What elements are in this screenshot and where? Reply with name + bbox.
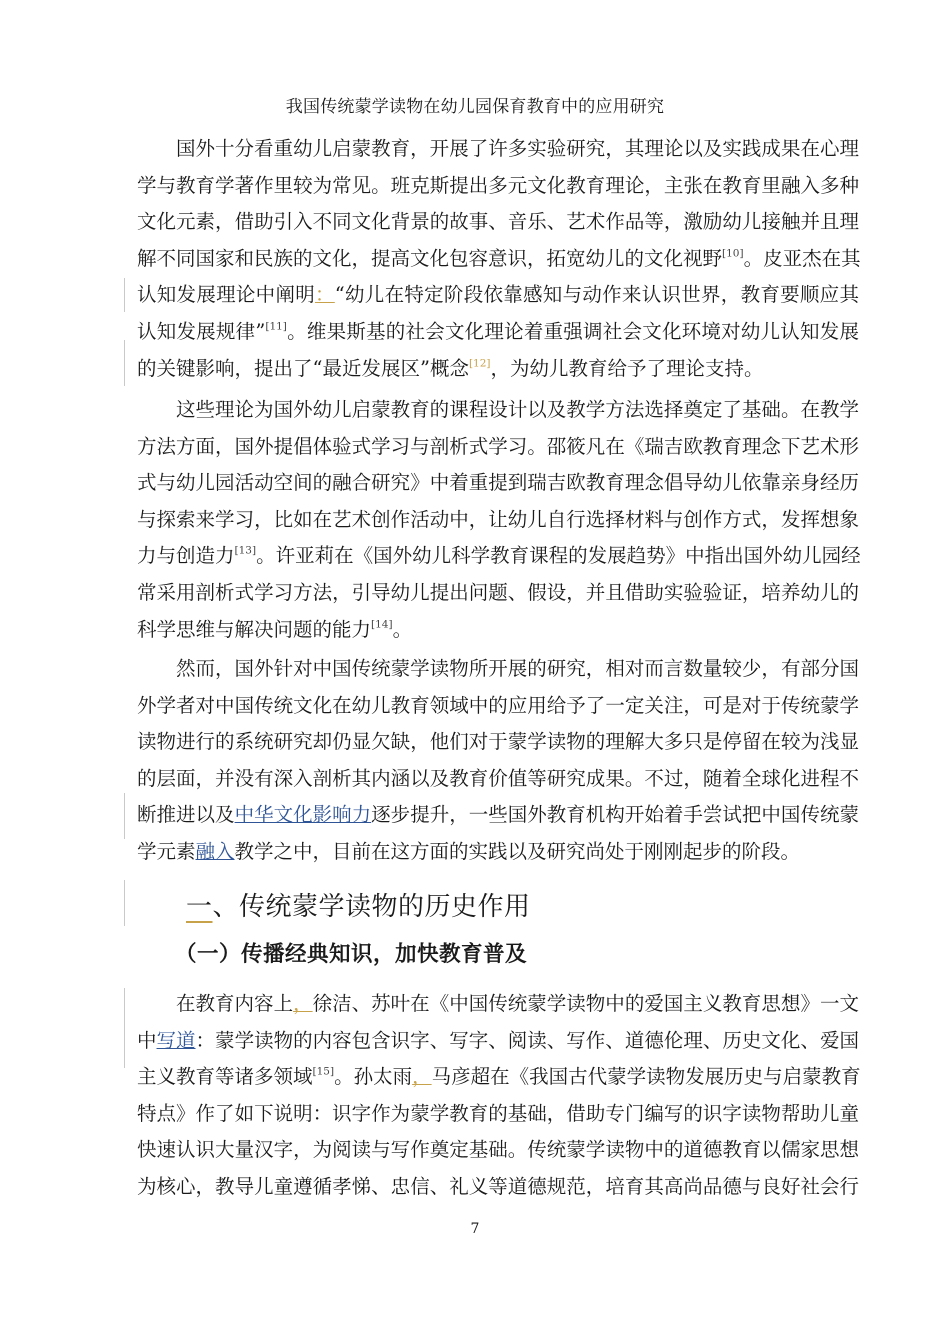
text-line: 快速认识大量汉字，为阅读与写作奠定基础。传统蒙学读物中的道德教育以儒家思想 [137,1138,859,1162]
text-run: 。皮亚杰在其 [743,246,861,270]
text-line: 这些理论为国外幼儿启蒙教育的课程设计以及教学方法选择奠定了基础。在教学 [176,398,859,421]
text-line [137,351,859,388]
text-line: 国外十分看重幼儿启蒙教育，开展了许多实验研究，其理论以及实践成果在心理 [176,137,859,160]
citation-ref[interactable]: [12] [468,357,491,370]
text-line [137,277,859,314]
text-line: 常采用剖析式学习方法，引导幼儿提出问题、假设，并且借助实验验证，培养幼儿的 [137,580,859,604]
text-line: 外学者对中国传统文化在幼儿教育领域中的应用给予了一定关注，可是对于传统蒙学 [137,693,859,717]
text-line: 方法方面，国外提倡体验式学习与剖析式学习。邵筱凡在《瑞吉欧教育理念下艺术形 [137,434,859,458]
text-line: 特点》作了如下说明：识字作为蒙学教育的基础，借助专门编写的识字读物帮助儿童 [137,1101,859,1125]
paragraph-foreign-theories [137,131,859,387]
text-run: 认知发展规律” [137,319,266,343]
text-run: 。维果斯基的社会文化理论着重强调社会文化环境对幼儿认知发展 [286,319,859,343]
citation-ref[interactable]: [13] [234,544,257,557]
text-line [137,538,859,575]
text-run: 解不同国家和民族的文化，提高文化包容意识，拓宽幼儿的文化视野 [137,246,723,270]
text-line [137,241,859,278]
text-run: 。 [392,617,413,641]
revision-mark: ， [293,992,313,1015]
text-run: 断推进以及 [137,803,235,827]
section-number-text: 一 [186,892,213,922]
text-run: “幼儿在特定阶段依靠感知与动作来认识世界，教育要顺应其 [334,283,859,307]
text-run: 在教育内容上 [176,992,294,1015]
text-line [137,314,859,351]
text-run: 力与创造力 [137,544,235,568]
citation-ref[interactable]: [10] [722,247,744,260]
text-line [137,1023,859,1060]
text-run: 。孙太雨 [334,1065,413,1089]
text-line [137,986,859,1023]
text-line [137,612,859,649]
revision-bar [124,793,125,839]
text-run: 马彦超在《我国古代蒙学读物发展历史与启蒙教育 [431,1065,861,1089]
text-line: 为核心，教导儿童遵循孝悌、忠信、礼义等道德规范，培育其高尚品德与良好社会行 [137,1174,859,1198]
text-run: 。许亚莉在《国外幼儿科学教育课程的发展趋势》中指出国外幼儿园经 [256,544,861,568]
text-run: ，为幼儿教育给予了理论支持。 [490,356,764,380]
revision-bar [124,988,125,1068]
citation-ref[interactable]: [14] [371,618,393,631]
text-run: 逐步提升，一些国外教育机构开始着手尝试把中国传统蒙 [371,803,859,827]
text-line [137,1059,859,1096]
paragraph-teaching-methods [137,392,859,648]
text-run: 主义教育等诸多领域 [137,1065,313,1089]
text-run: 认知发展理论中阐明 [137,283,315,307]
text-line: 式与幼儿园活动空间的融合研究》中着重提到瑞吉欧教育理念倡导幼儿依靠亲身经历 [137,471,859,495]
section-heading [186,886,531,923]
text-line: 读物进行的系统研究却仍显欠缺，他们对于蒙学读物的理解大多只是停留在较为浅显 [137,730,859,754]
paragraph-foreign-research-status [137,651,859,871]
inline-link[interactable]: 融入 [195,839,235,863]
citation-ref[interactable]: [11] [265,320,287,333]
text-run: ：蒙学读物的内容包含识字、写字、阅读、写作、道德伦理、历史文化、爱国 [195,1028,859,1052]
paragraph-education-content [137,986,859,1206]
page-number: 7 [470,1221,480,1237]
citation-ref[interactable]: [15] [312,1065,335,1078]
text-run: 的关键影响，提出了“最近发展区”概念 [137,356,469,380]
text-line: 然而，国外针对中国传统蒙学读物所开展的研究，相对而言数量较少，有部分国 [176,657,859,680]
text-run: 中 [137,1028,157,1052]
text-run: 徐洁、苏叶在《中国传统蒙学读物中的爱国主义教育思想》一文 [312,992,859,1015]
text-line: 与探索来学习，比如在艺术创作活动中，让幼儿自行选择材料与创作方式，发挥想象 [137,507,859,531]
revision-bar [124,880,125,926]
text-line: 学与教育学著作里较为常见。班克斯提出多元文化教育理论，主张在教育里融入多种 [137,173,859,197]
text-line: 的层面，并没有深入剖析其内涵以及教育价值等研究成果。不过，随着全球化进程不 [137,766,859,790]
text-run: 学元素 [137,839,196,863]
section-heading-text: 、传统蒙学读物的历史作用 [212,892,531,922]
inline-link[interactable]: 写道 [156,1028,196,1052]
text-run: 科学思维与解决问题的能力 [137,617,372,641]
running-header: 我国传统蒙学读物在幼儿园保育教育中的应用研究 [285,97,665,117]
revision-bar [124,340,125,386]
section-number [186,892,213,922]
revision-mark: ： [315,283,335,307]
subsection-heading: （一）传播经典知识，加快教育普及 [175,942,528,967]
text-line [137,834,859,871]
inline-link[interactable]: 中华文化影响力 [234,803,372,827]
text-run: 教学之中，目前在这方面的实践以及研究尚处于刚刚起步的阶段。 [234,839,801,863]
revision-bar [124,278,125,312]
text-line [137,797,859,834]
text-line: 文化元素，借助引入不同文化背景的故事、音乐、艺术作品等，激励幼儿接触并且理 [137,210,859,234]
revision-mark: ， [412,1065,432,1089]
